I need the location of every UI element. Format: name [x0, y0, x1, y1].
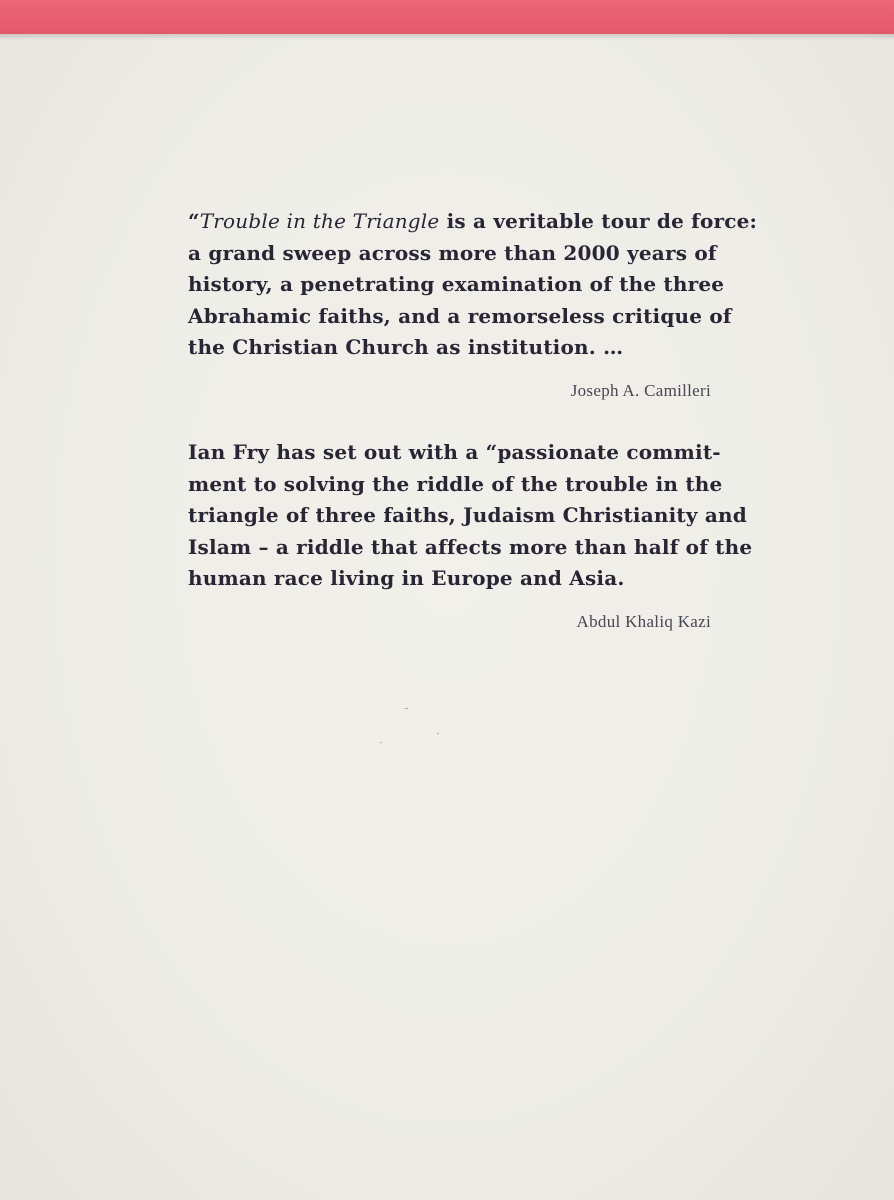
- first-quote-line-1-rest: is a veritable tour de force:: [439, 209, 758, 233]
- first-quote-line: a grand sweep across more than 2000 years of: [188, 240, 717, 265]
- first-quote-line: the Christian Church as institution. …: [188, 335, 624, 359]
- second-quote: [188, 437, 753, 595]
- top-red-band: [0, 0, 894, 34]
- quote-open-mark: “: [188, 209, 200, 233]
- band-shadow: [0, 34, 894, 40]
- second-quote-line: Islam – a riddle that affects more than half of the: [188, 534, 753, 559]
- second-quote-author: Abdul Khaliq Kazi: [576, 612, 711, 631]
- second-quote-line: triangle of three faiths, Judaism Christianity and: [188, 503, 747, 527]
- second-quote-line: ment to solving the riddle of the trouble in the: [188, 471, 723, 496]
- second-quote-line: human race living in Europe and Asia.: [188, 566, 625, 590]
- paper-speck: [437, 733, 439, 734]
- first-quote-line: [188, 206, 758, 238]
- book-title: Trouble in the Triangle: [199, 209, 440, 233]
- first-quote-line: history, a penetrating examination of the three: [188, 272, 725, 296]
- first-quote-line: Abrahamic faiths, and a remorseless critique of: [188, 303, 732, 328]
- first-quote-author: Joseph A. Camilleri: [570, 381, 711, 400]
- first-quote: [188, 206, 758, 364]
- second-quote-line: Ian Fry has set out with a “passionate commit-: [188, 440, 721, 464]
- paper-speck: [405, 708, 408, 709]
- paper-speck: [380, 742, 382, 743]
